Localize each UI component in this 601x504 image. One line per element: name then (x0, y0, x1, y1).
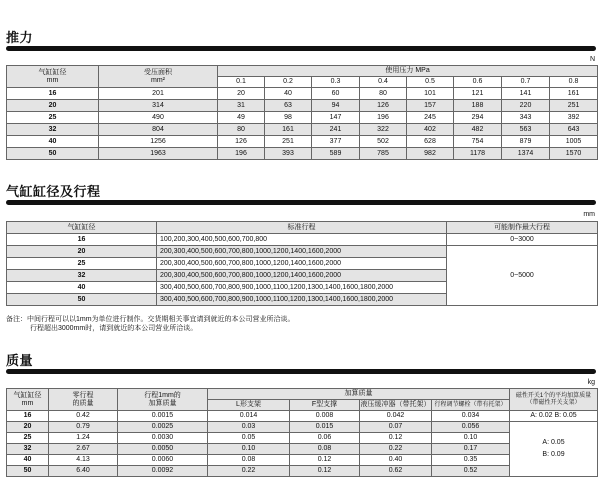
stroke-header-bore: 气缸缸径 (7, 222, 157, 234)
thrust-value-cell: 126 (218, 136, 265, 148)
mass-header-zero: 零行程 的质量 (49, 389, 118, 411)
mass-title: 质量 (6, 353, 34, 368)
mass-switch-cell: A: 0.02 B: 0.05 (510, 411, 598, 422)
mass-header-adjust-bolt: 行程调节螺栓（带有托架） (432, 400, 510, 411)
thrust-value-cell: 502 (360, 136, 407, 148)
mass-adjust-cell: 0.35 (432, 455, 510, 466)
thrust-area-cell: 804 (99, 124, 218, 136)
mass-l-cell: 0.03 (208, 422, 290, 433)
thrust-table (6, 65, 598, 160)
thrust-area-cell: 314 (99, 100, 218, 112)
thrust-area-cell: 490 (99, 112, 218, 124)
thrust-value-cell: 343 (502, 112, 550, 124)
thrust-value-cell: 402 (407, 124, 454, 136)
stroke-header-std: 标准行程 (157, 222, 447, 234)
stroke-standard-cell: 200,300,400,500,600,700,800,1000,1200,1400,1600,2000 (157, 258, 447, 270)
thrust-value-cell: 49 (218, 112, 265, 124)
stroke-header-max: 可能制作最大行程 (447, 222, 598, 234)
stroke-bore-cell: 50 (7, 294, 157, 306)
stroke-row (7, 234, 598, 246)
thrust-value-cell: 147 (312, 112, 360, 124)
thrust-area-cell: 1256 (99, 136, 218, 148)
thrust-value-cell: 161 (550, 88, 598, 100)
thrust-value-cell: 80 (360, 88, 407, 100)
thrust-pressure-header: 0.4 (360, 77, 407, 88)
mass-header-hydraulic: 液压缓冲器（带托架） (360, 400, 432, 411)
mass-l-cell: 0.05 (208, 433, 290, 444)
thrust-row (7, 148, 598, 160)
mass-row (7, 422, 598, 433)
stroke-title: 气缸缸径及行程 (6, 184, 101, 199)
mass-f-cell: 0.12 (290, 455, 360, 466)
mass-row (7, 444, 598, 455)
thrust-value-cell: 322 (360, 124, 407, 136)
stroke-max-cell: 0~5000 (447, 246, 598, 306)
mass-l-cell: 0.014 (208, 411, 290, 422)
thrust-bore-cell: 32 (7, 124, 99, 136)
thrust-value-cell: 220 (502, 100, 550, 112)
stroke-bore-cell: 16 (7, 234, 157, 246)
mass-f-cell: 0.08 (290, 444, 360, 455)
thrust-value-cell: 879 (502, 136, 550, 148)
thrust-row (7, 88, 598, 100)
thrust-value-cell: 1005 (550, 136, 598, 148)
thrust-value-cell: 251 (265, 136, 312, 148)
stroke-table (6, 221, 598, 306)
thrust-value-cell: 377 (312, 136, 360, 148)
thrust-value-cell: 196 (218, 148, 265, 160)
thrust-pressure-header: 0.1 (218, 77, 265, 88)
thrust-header-area: 受压面积 mm² (99, 66, 218, 88)
mass-per-mm-cell: 0.0030 (118, 433, 208, 444)
thrust-value-cell: 563 (502, 124, 550, 136)
thrust-value-cell: 643 (550, 124, 598, 136)
mass-hydraulic-cell: 0.12 (360, 433, 432, 444)
mass-zero-cell: 6.40 (49, 466, 118, 477)
stroke-bore-cell: 25 (7, 258, 157, 270)
mass-zero-cell: 0.42 (49, 411, 118, 422)
stroke-standard-cell: 200,300,400,500,600,700,800,1000,1200,1400,1600,2000 (157, 270, 447, 282)
thrust-value-cell: 982 (407, 148, 454, 160)
mass-switch-a: A: 0.05 (542, 439, 565, 446)
thrust-value-cell: 80 (218, 124, 265, 136)
thrust-header-bore: 气缸缸径 mm (7, 66, 99, 88)
thrust-title: 推力 (6, 30, 34, 45)
mass-header-f-support: F型支撑 (290, 400, 360, 411)
mass-header-switch: 磁性开关1个的平均加算质量 （带磁性开关支架） (510, 389, 598, 411)
mass-row (7, 433, 598, 444)
thrust-bore-cell: 20 (7, 100, 99, 112)
thrust-value-cell: 785 (360, 148, 407, 160)
mass-f-cell: 0.015 (290, 422, 360, 433)
stroke-max-cell: 0~3000 (447, 234, 598, 246)
stroke-note-2: 行程超出3000mm时，请到就近的本公司营业所洽谈。 (30, 325, 198, 332)
mass-row (7, 411, 598, 422)
stroke-standard-cell: 300,400,500,600,700,800,900,1000,1100,1200,1300,1400,1600,1800,2000 (157, 282, 447, 294)
mass-adjust-cell: 0.52 (432, 466, 510, 477)
mass-adjust-cell: 0.056 (432, 422, 510, 433)
mass-header-l-bracket: L形支架 (208, 400, 290, 411)
mass-per-mm-cell: 0.0025 (118, 422, 208, 433)
stroke-unit: mm (583, 211, 595, 218)
mass-per-mm-cell: 0.0015 (118, 411, 208, 422)
thrust-value-cell: 141 (502, 88, 550, 100)
mass-per-mm-cell: 0.0050 (118, 444, 208, 455)
thrust-value-cell: 94 (312, 100, 360, 112)
mass-bore-cell: 40 (7, 455, 49, 466)
thrust-value-cell: 161 (265, 124, 312, 136)
mass-adjust-cell: 0.034 (432, 411, 510, 422)
mass-switch-cell (510, 422, 598, 477)
mass-hydraulic-cell: 0.62 (360, 466, 432, 477)
mass-l-cell: 0.08 (208, 455, 290, 466)
thrust-value-cell: 392 (550, 112, 598, 124)
thrust-value-cell: 63 (265, 100, 312, 112)
thrust-pressure-header: 0.5 (407, 77, 454, 88)
mass-f-cell: 0.06 (290, 433, 360, 444)
thrust-value-cell: 245 (407, 112, 454, 124)
thrust-row (7, 112, 598, 124)
stroke-note-1: 备注：中间行程可以以1mm为单位进行制作。交货期相关事宜请到就近的本公司营业所洽谈。 (6, 316, 295, 323)
stroke-bore-cell: 32 (7, 270, 157, 282)
thrust-value-cell: 196 (360, 112, 407, 124)
thrust-pressure-header: 0.2 (265, 77, 312, 88)
thrust-value-cell: 1178 (454, 148, 502, 160)
thrust-value-cell: 40 (265, 88, 312, 100)
thrust-value-cell: 98 (265, 112, 312, 124)
thrust-value-cell: 101 (407, 88, 454, 100)
thrust-value-cell: 1570 (550, 148, 598, 160)
mass-bore-cell: 25 (7, 433, 49, 444)
mass-header-bore: 气缸缸径 mm (7, 389, 49, 411)
thrust-value-cell: 628 (407, 136, 454, 148)
thrust-pressure-header: 0.6 (454, 77, 502, 88)
thrust-row (7, 100, 598, 112)
thrust-value-cell: 241 (312, 124, 360, 136)
thrust-bore-cell: 40 (7, 136, 99, 148)
stroke-bore-cell: 40 (7, 282, 157, 294)
thrust-header-pressure: 使用压力 MPa (218, 66, 598, 77)
mass-table (6, 388, 598, 477)
mass-bore-cell: 20 (7, 422, 49, 433)
thrust-value-cell: 482 (454, 124, 502, 136)
mass-zero-cell: 0.79 (49, 422, 118, 433)
thrust-value-cell: 157 (407, 100, 454, 112)
mass-hydraulic-cell: 0.22 (360, 444, 432, 455)
mass-switch-b: B: 0.09 (542, 451, 565, 458)
thrust-bore-cell: 16 (7, 88, 99, 100)
thrust-value-cell: 589 (312, 148, 360, 160)
thrust-value-cell: 60 (312, 88, 360, 100)
mass-zero-cell: 1.24 (49, 433, 118, 444)
thrust-area-cell: 1963 (99, 148, 218, 160)
stroke-standard-cell: 200,300,400,500,600,700,800,1000,1200,1400,1600,2000 (157, 246, 447, 258)
thrust-value-cell: 20 (218, 88, 265, 100)
mass-per-mm-cell: 0.0092 (118, 466, 208, 477)
mass-adjust-cell: 0.10 (432, 433, 510, 444)
thrust-pressure-header: 0.3 (312, 77, 360, 88)
thrust-area-cell: 201 (99, 88, 218, 100)
thrust-value-cell: 121 (454, 88, 502, 100)
mass-hydraulic-cell: 0.07 (360, 422, 432, 433)
mass-hydraulic-cell: 0.40 (360, 455, 432, 466)
thrust-unit: N (589, 56, 595, 63)
mass-l-cell: 0.10 (208, 444, 290, 455)
thrust-value-cell: 31 (218, 100, 265, 112)
mass-zero-cell: 4.13 (49, 455, 118, 466)
mass-header-add: 加算质量 (208, 389, 510, 400)
stroke-row (7, 246, 598, 258)
thrust-pressure-header: 0.8 (550, 77, 598, 88)
thrust-row (7, 136, 598, 148)
thrust-value-cell: 393 (265, 148, 312, 160)
stroke-bore-cell: 20 (7, 246, 157, 258)
mass-bore-cell: 50 (7, 466, 49, 477)
stroke-standard-cell: 300,400,500,600,700,800,900,1000,1100,1200,1300,1400,1600,1800,2000 (157, 294, 447, 306)
thrust-pressure-header: 0.7 (502, 77, 550, 88)
thrust-bore-cell: 25 (7, 112, 99, 124)
thrust-value-cell: 126 (360, 100, 407, 112)
thrust-value-cell: 754 (454, 136, 502, 148)
stroke-title-bar (6, 200, 596, 205)
mass-l-cell: 0.22 (208, 466, 290, 477)
mass-per-mm-cell: 0.0060 (118, 455, 208, 466)
mass-f-cell: 0.008 (290, 411, 360, 422)
mass-header-per-mm: 行程1mm的 加算质量 (118, 389, 208, 411)
thrust-value-cell: 1374 (502, 148, 550, 160)
mass-row (7, 466, 598, 477)
mass-bore-cell: 16 (7, 411, 49, 422)
thrust-title-bar (6, 46, 596, 51)
mass-adjust-cell: 0.17 (432, 444, 510, 455)
thrust-row (7, 124, 598, 136)
thrust-bore-cell: 50 (7, 148, 99, 160)
thrust-value-cell: 294 (454, 112, 502, 124)
thrust-value-cell: 251 (550, 100, 598, 112)
mass-title-bar (6, 369, 596, 374)
mass-bore-cell: 32 (7, 444, 49, 455)
mass-hydraulic-cell: 0.042 (360, 411, 432, 422)
mass-f-cell: 0.12 (290, 466, 360, 477)
mass-zero-cell: 2.67 (49, 444, 118, 455)
stroke-standard-cell: 100,200,300,400,500,600,700,800 (157, 234, 447, 246)
thrust-value-cell: 188 (454, 100, 502, 112)
mass-unit: kg (587, 379, 595, 386)
mass-row (7, 455, 598, 466)
